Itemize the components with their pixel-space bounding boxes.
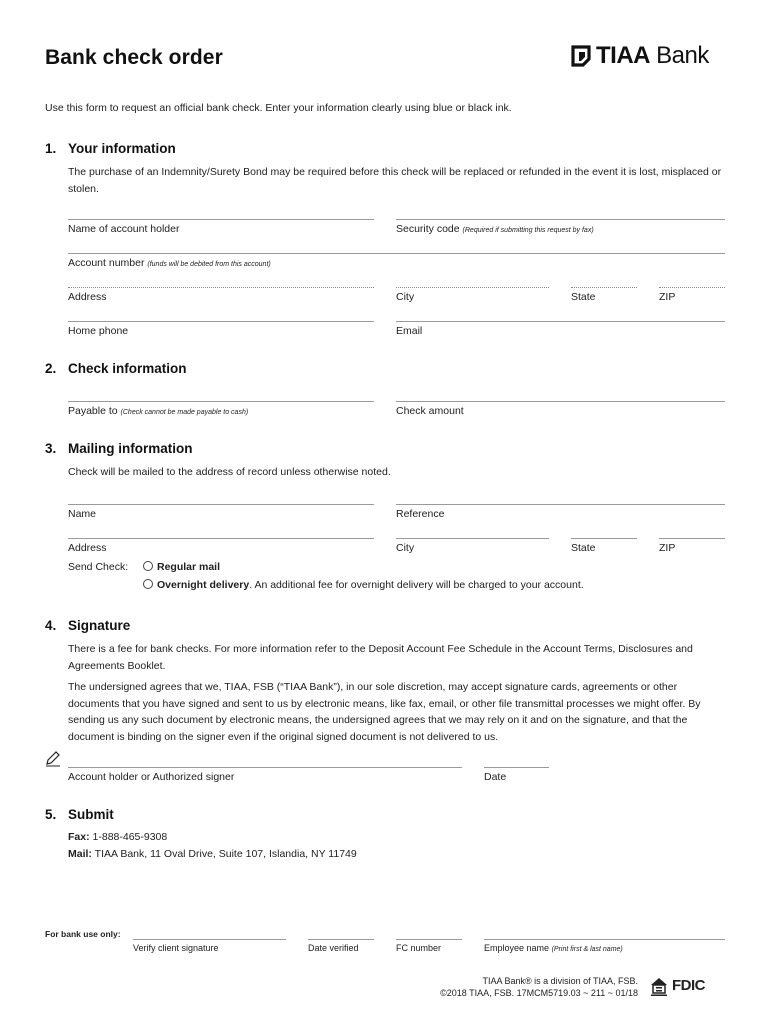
section-check-information: 2. Check information xyxy=(45,361,187,376)
footer-text xyxy=(440,975,638,999)
mailing-city-field[interactable]: City xyxy=(396,538,549,554)
footer-line-1: TIAA Bank® is a division of TIAA, FSB. xyxy=(482,976,638,986)
overnight-delivery-radio[interactable] xyxy=(143,579,153,589)
logo-suffix: Bank xyxy=(656,42,709,69)
pen-icon xyxy=(45,751,61,767)
tiaa-logo-icon xyxy=(570,45,592,67)
section-signature: 4. Signature xyxy=(45,618,131,633)
account-number-field[interactable]: Account number (funds will be debited from this account) xyxy=(68,253,725,269)
send-check-label: Send Check: xyxy=(68,561,129,573)
fax-line: Fax: 1-888-465-9308 xyxy=(68,831,168,843)
section-submit: 5. Submit xyxy=(45,807,114,822)
date-verified-field[interactable]: Date verified xyxy=(308,939,374,953)
email-field[interactable]: Email xyxy=(396,321,725,337)
check-amount-field[interactable]: Check amount xyxy=(396,401,725,417)
mailing-address-field[interactable]: Address xyxy=(68,538,374,554)
regular-mail-option[interactable]: Regular mail xyxy=(143,561,220,573)
mailing-zip-field[interactable]: ZIP xyxy=(659,538,725,554)
reference-field[interactable]: Reference xyxy=(396,504,725,520)
city-field[interactable]: City xyxy=(396,287,549,303)
tiaa-bank-logo xyxy=(570,42,709,70)
mailing-state-field[interactable]: State xyxy=(571,538,637,554)
bank-use-label: For bank use only: xyxy=(45,929,121,939)
home-phone-field[interactable]: Home phone xyxy=(68,321,374,337)
equal-housing-lender-icon xyxy=(650,977,668,997)
intro-text: Use this form to request an official bank check. Enter your information clearly using blue or black ink. xyxy=(45,102,512,114)
fdic-logo: FDIC xyxy=(672,977,705,994)
zip-field[interactable]: ZIP xyxy=(659,287,725,303)
signature-field[interactable]: Account holder or Authorized signer xyxy=(68,767,462,783)
regular-mail-radio[interactable] xyxy=(143,561,153,571)
name-of-account-holder-field[interactable]: Name of account holder xyxy=(68,219,374,235)
section-your-information xyxy=(45,141,176,156)
security-code-field[interactable]: Security code (Required if submitting this request by fax) xyxy=(396,219,725,235)
fee-notice-text: There is a fee for bank checks. For more information refer to the Deposit Account Fee Schedule in the Account Terms, Disclosures and Agreements Booklet. xyxy=(68,643,693,672)
section-mailing-information: 3. Mailing information xyxy=(45,441,193,456)
signature-date-field[interactable]: Date xyxy=(484,767,549,783)
verify-signature-field[interactable]: Verify client signature xyxy=(133,939,286,953)
employee-name-field[interactable]: Employee name (Print first & last name) xyxy=(484,939,725,953)
logo-brand: TIAA xyxy=(596,42,650,69)
electronic-agreement-text: The undersigned agrees that we, TIAA, FSB (“TIAA Bank”), in our sole discretion, may accept signature cards, agreements or other documents that you have signed and sent to us by electronic means, like fax, email, or other file transmittal processes we might offer. By sending us any such document by electronic means, the undersigned agrees that we may rely on it and on the signature, and that the document is binding on the signer even if the original signed document is not delivered to us. xyxy=(68,681,701,743)
section-number: 1. xyxy=(45,141,57,156)
page-title: Bank check order xyxy=(45,46,223,69)
state-field[interactable]: State xyxy=(571,287,637,303)
mail-line: Mail: TIAA Bank, 11 Oval Drive, Suite 107, Islandia, NY 11749 xyxy=(68,848,357,860)
mailing-name-field[interactable]: Name xyxy=(68,504,374,520)
bond-notice-text: The purchase of an Indemnity/Surety Bond may be required before this check will be replaced or refunded in the event it is lost, misplaced or stolen. xyxy=(68,166,722,195)
mailing-notice-text: Check will be mailed to the address of record unless otherwise noted. xyxy=(68,466,391,478)
fc-number-field[interactable]: FC number xyxy=(396,939,462,953)
footer-line-2: ©2018 TIAA, FSB. 17MCM5719.03 ~ 211 ~ 01/18 xyxy=(440,988,638,998)
address-field[interactable]: Address xyxy=(68,287,374,303)
section-title: Your information xyxy=(68,141,176,156)
payable-to-field[interactable]: Payable to (Check cannot be made payable to cash) xyxy=(68,401,374,417)
overnight-delivery-option[interactable]: Overnight delivery. An additional fee for overnight delivery will be charged to your account. xyxy=(143,579,584,591)
